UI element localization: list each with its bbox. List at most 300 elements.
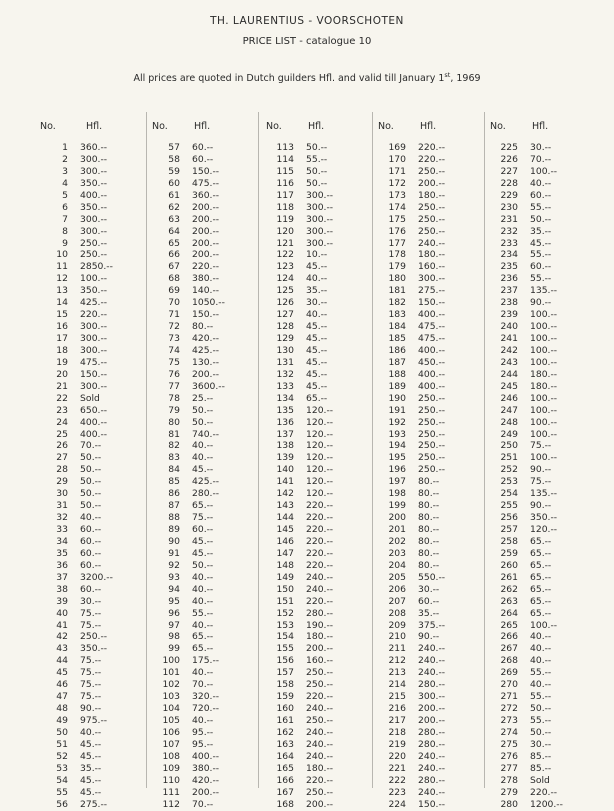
subtitle-label: PRICE LIST - (242, 36, 307, 47)
item-number: 126 (276, 297, 294, 309)
item-price: 160.-- (306, 655, 334, 667)
item-price: 220.-- (306, 559, 334, 571)
item-number: 113 (276, 142, 294, 153)
item-price: 100.-- (530, 309, 558, 321)
item-number: 66 (168, 249, 180, 261)
item-number: 87 (168, 500, 180, 512)
price-row (490, 345, 600, 357)
price-row (40, 309, 150, 321)
item-price: 95.-- (192, 738, 214, 750)
item-number: 48 (56, 703, 68, 715)
price-row (490, 775, 600, 787)
item-price: 180.-- (530, 380, 558, 392)
item-price: 135.-- (530, 285, 558, 297)
header-no: No. (152, 121, 168, 132)
item-price: 120.-- (306, 488, 334, 500)
price-row (152, 703, 262, 715)
price-row (490, 202, 600, 214)
item-number: 253 (500, 476, 518, 488)
price-row (378, 775, 488, 787)
item-price: 300.-- (80, 165, 108, 177)
item-price: 1200.-- (530, 798, 563, 810)
item-price: 75.-- (80, 619, 102, 631)
price-row (40, 584, 150, 596)
item-number: 67 (168, 261, 180, 273)
item-price: 75.-- (80, 691, 102, 703)
item-price: 280.-- (418, 679, 446, 691)
item-price: 40.-- (306, 309, 328, 321)
price-row (40, 691, 150, 703)
price-row (266, 333, 376, 345)
item-price: 220.-- (306, 535, 334, 547)
item-number: 95 (168, 595, 180, 607)
price-row (378, 226, 488, 238)
item-number: 190 (388, 392, 406, 404)
price-row (152, 488, 262, 500)
item-number: 141 (276, 476, 294, 488)
price-row (266, 667, 376, 679)
item-number: 270 (500, 679, 518, 691)
item-number: 159 (276, 691, 294, 703)
price-row (490, 536, 600, 548)
item-price: 10.-- (306, 249, 328, 261)
item-number: 214 (388, 679, 406, 691)
item-price: 50.-- (192, 559, 214, 571)
price-row (490, 703, 600, 715)
item-price: 65.-- (530, 571, 552, 583)
item-number: 148 (276, 559, 294, 571)
item-number: 43 (56, 643, 68, 655)
price-row (378, 214, 488, 226)
item-number: 250 (500, 440, 518, 452)
price-row (378, 620, 488, 632)
item-number: 232 (500, 225, 518, 237)
price-row (378, 417, 488, 429)
item-price: 100.-- (530, 428, 558, 440)
item-price: 55.-- (530, 691, 552, 703)
item-price: 55.-- (530, 667, 552, 679)
item-number: 160 (276, 703, 294, 715)
item-price: 45.-- (306, 321, 328, 333)
item-number: 34 (56, 535, 68, 547)
item-number: 89 (168, 524, 180, 535)
price-row (152, 261, 262, 273)
item-price: 30.-- (80, 595, 102, 607)
item-number: 155 (276, 643, 294, 655)
item-price: 240.-- (418, 237, 446, 249)
item-price: 240.-- (306, 738, 334, 750)
item-price: 280.-- (306, 607, 334, 619)
item-number: 53 (56, 762, 68, 774)
price-row (40, 715, 150, 727)
item-number: 264 (500, 607, 518, 619)
item-number: 14 (56, 297, 68, 309)
item-price: 220.-- (418, 153, 446, 165)
item-price: 250.-- (418, 392, 446, 404)
item-number: 26 (56, 440, 68, 452)
price-row (266, 739, 376, 751)
item-price: 60.-- (192, 524, 214, 535)
item-price: 35.-- (306, 285, 328, 297)
item-price: 50.-- (530, 213, 552, 225)
price-row (266, 238, 376, 250)
price-row (378, 536, 488, 548)
item-number: 175 (388, 213, 406, 225)
price-row (266, 226, 376, 238)
item-number: 262 (500, 583, 518, 595)
price-row (266, 452, 376, 464)
item-number: 267 (500, 643, 518, 655)
item-price: 250.-- (306, 667, 334, 679)
price-row (152, 476, 262, 488)
price-row (152, 787, 262, 799)
item-price: 80.-- (418, 512, 440, 524)
column-header (266, 118, 376, 142)
price-row (378, 799, 488, 811)
item-price: 240.-- (306, 583, 334, 595)
price-row (40, 440, 150, 452)
item-price: 300.-- (306, 189, 334, 201)
item-price: 45.-- (192, 535, 214, 547)
price-row (490, 429, 600, 441)
item-number: 274 (500, 726, 518, 738)
price-row (378, 691, 488, 703)
item-number: 23 (56, 404, 68, 416)
item-number: 230 (500, 201, 518, 213)
item-number: 166 (276, 774, 294, 786)
price-row (490, 584, 600, 596)
item-number: 202 (388, 535, 406, 547)
price-row (152, 631, 262, 643)
price-row (490, 273, 600, 285)
price-row (152, 655, 262, 667)
item-price: 65.-- (192, 643, 214, 655)
price-row (490, 417, 600, 429)
item-price: 740.-- (192, 428, 220, 440)
item-price: 250.-- (418, 225, 446, 237)
price-row (152, 572, 262, 584)
item-number: 263 (500, 595, 518, 607)
price-row (40, 285, 150, 297)
price-row (152, 321, 262, 333)
item-number: 249 (500, 428, 518, 440)
item-number: 51 (56, 738, 68, 750)
price-row (266, 285, 376, 297)
item-price: 70.-- (192, 798, 214, 810)
item-number: 98 (168, 631, 180, 643)
item-price: 120.-- (530, 524, 558, 535)
item-price: 250.-- (306, 679, 334, 691)
price-row (40, 214, 150, 226)
item-price: 475.-- (80, 356, 108, 368)
price-row (490, 667, 600, 679)
item-number: 84 (168, 464, 180, 476)
item-number: 49 (56, 715, 68, 726)
item-price: 150.-- (418, 798, 446, 810)
item-price: 100.-- (530, 356, 558, 368)
item-price: 200.-- (192, 213, 220, 225)
item-price: 220.-- (530, 786, 558, 798)
item-number: 222 (388, 774, 406, 786)
price-row (490, 464, 600, 476)
item-number: 154 (276, 631, 294, 643)
item-number: 24 (56, 416, 68, 428)
item-number: 236 (500, 273, 518, 285)
item-number: 58 (168, 153, 180, 165)
item-price: 350.-- (80, 285, 108, 297)
price-row (378, 500, 488, 512)
item-price: 300.-- (306, 225, 334, 237)
item-number: 260 (500, 559, 518, 571)
price-row (40, 524, 150, 536)
price-row (152, 584, 262, 596)
item-price: 300.-- (418, 273, 446, 285)
item-number: 45 (56, 667, 68, 679)
item-number: 271 (500, 691, 518, 703)
header-no: No. (40, 121, 56, 132)
item-number: 133 (276, 380, 294, 392)
item-number: 256 (500, 512, 518, 524)
item-number: 74 (168, 344, 180, 356)
price-row (266, 357, 376, 369)
price-row (266, 249, 376, 261)
column-header (152, 118, 262, 142)
item-number: 121 (276, 237, 294, 249)
item-number: 69 (168, 285, 180, 297)
price-row (490, 393, 600, 405)
price-row (152, 727, 262, 739)
price-row (152, 620, 262, 632)
item-price: 425.-- (80, 297, 108, 309)
price-row (152, 297, 262, 309)
item-price: 55.-- (530, 715, 552, 726)
price-row (378, 142, 488, 154)
item-number: 224 (388, 798, 406, 810)
item-number: 265 (500, 619, 518, 631)
item-price: 55.-- (530, 201, 552, 213)
item-price: 50.-- (80, 452, 102, 464)
item-number: 227 (500, 165, 518, 177)
price-row (378, 261, 488, 273)
item-price: 50.-- (80, 500, 102, 512)
price-row (152, 715, 262, 727)
item-number: 7 (62, 213, 68, 225)
item-number: 59 (168, 165, 180, 177)
price-column (266, 118, 376, 811)
price-row (152, 739, 262, 751)
item-price: 45.-- (306, 368, 328, 380)
item-number: 181 (388, 285, 406, 297)
item-price: 350.-- (80, 177, 108, 189)
item-price: 200.-- (192, 249, 220, 261)
item-number: 179 (388, 261, 406, 273)
note-text: All prices are quoted in Dutch guilders Hfl. and valid till January 1 (133, 73, 445, 84)
price-list-subtitle (0, 36, 614, 47)
price-row (378, 345, 488, 357)
item-number: 90 (168, 535, 180, 547)
item-price: 100.-- (530, 452, 558, 464)
price-row (490, 142, 600, 154)
item-number: 146 (276, 535, 294, 547)
item-price: 425.-- (192, 344, 220, 356)
item-number: 128 (276, 321, 294, 333)
item-price: 3200.-- (80, 571, 113, 583)
item-price: 200.-- (192, 368, 220, 380)
note-superscript: st (444, 70, 451, 79)
item-price: 380.-- (192, 273, 220, 285)
item-number: 261 (500, 571, 518, 583)
price-row (378, 763, 488, 775)
price-row (490, 226, 600, 238)
price-row (490, 488, 600, 500)
price-row (490, 560, 600, 572)
item-price: 250.-- (418, 404, 446, 416)
item-price: 40.-- (530, 631, 552, 643)
price-row (266, 608, 376, 620)
item-price: 35.-- (530, 225, 552, 237)
item-price: 40.-- (192, 667, 214, 679)
item-number: 46 (56, 679, 68, 691)
item-price: 120.-- (306, 404, 334, 416)
item-number: 96 (168, 607, 180, 619)
price-row (378, 357, 488, 369)
price-row (152, 512, 262, 524)
item-price: 75.-- (80, 667, 102, 679)
item-price: 300.-- (306, 201, 334, 213)
item-number: 103 (162, 691, 180, 703)
item-price: 40.-- (530, 177, 552, 189)
item-price: 120.-- (306, 416, 334, 428)
item-number: 185 (388, 333, 406, 344)
item-number: 243 (500, 356, 518, 368)
price-column (152, 118, 262, 811)
price-column (40, 118, 150, 811)
item-price: 50.-- (306, 142, 328, 153)
item-number: 110 (162, 774, 180, 786)
item-price: 420.-- (192, 333, 220, 344)
item-price: 150.-- (192, 165, 220, 177)
item-number: 83 (168, 452, 180, 464)
price-row (152, 333, 262, 345)
price-row (40, 476, 150, 488)
item-price: 65.-- (530, 583, 552, 595)
item-number: 258 (500, 535, 518, 547)
item-number: 56 (56, 798, 68, 810)
price-row (40, 238, 150, 250)
item-price: 65.-- (192, 631, 214, 643)
price-row (490, 238, 600, 250)
price-row (40, 178, 150, 190)
header-hfl: Hfl. (532, 121, 549, 132)
item-number: 18 (56, 344, 68, 356)
item-number: 212 (388, 655, 406, 667)
item-number: 200 (388, 512, 406, 524)
price-row (40, 273, 150, 285)
item-number: 278 (500, 774, 518, 786)
item-number: 39 (56, 595, 68, 607)
price-row (490, 214, 600, 226)
item-number: 85 (168, 476, 180, 488)
price-row (152, 763, 262, 775)
item-number: 234 (500, 249, 518, 261)
header-hfl: Hfl. (86, 121, 103, 132)
item-number: 61 (168, 189, 180, 201)
item-price: 40.-- (192, 452, 214, 464)
item-number: 197 (388, 476, 406, 488)
price-row (378, 643, 488, 655)
price-row (40, 608, 150, 620)
price-row (152, 417, 262, 429)
item-price: 280.-- (418, 726, 446, 738)
item-price: 55.-- (530, 273, 552, 285)
price-row (378, 154, 488, 166)
item-price: 40.-- (530, 679, 552, 691)
price-row (378, 560, 488, 572)
item-price: 60.-- (418, 595, 440, 607)
item-number: 80 (168, 416, 180, 428)
price-row (490, 476, 600, 488)
item-price: 240.-- (306, 703, 334, 715)
price-row (152, 775, 262, 787)
item-number: 275 (500, 738, 518, 750)
item-number: 183 (388, 309, 406, 321)
price-row (40, 560, 150, 572)
price-row (40, 655, 150, 667)
item-number: 206 (388, 583, 406, 595)
item-price: 220.-- (306, 512, 334, 524)
price-row (40, 369, 150, 381)
item-price: 90.-- (80, 703, 102, 715)
price-row (266, 476, 376, 488)
item-price: 65.-- (530, 559, 552, 571)
price-row (378, 584, 488, 596)
price-row (490, 655, 600, 667)
item-price: 50.-- (306, 177, 328, 189)
price-row (378, 631, 488, 643)
price-row (490, 452, 600, 464)
item-number: 117 (276, 189, 294, 201)
item-number: 36 (56, 559, 68, 571)
header-no: No. (490, 121, 506, 132)
item-price: 45.-- (306, 380, 328, 392)
item-number: 5 (62, 189, 68, 201)
item-price: 300.-- (80, 321, 108, 333)
item-number: 92 (168, 559, 180, 571)
item-price: Sold (530, 774, 550, 786)
item-price: Sold (80, 392, 100, 404)
price-row (266, 381, 376, 393)
item-price: 55.-- (306, 153, 328, 165)
price-row (490, 631, 600, 643)
price-row (490, 572, 600, 584)
price-row (152, 357, 262, 369)
item-price: 80.-- (192, 321, 214, 333)
item-number: 118 (276, 201, 294, 213)
item-price: 45.-- (80, 738, 102, 750)
item-price: 70.-- (530, 153, 552, 165)
item-price: 50.-- (80, 488, 102, 500)
price-row (40, 154, 150, 166)
item-price: 75.-- (530, 476, 552, 488)
item-number: 102 (162, 679, 180, 691)
price-row (152, 596, 262, 608)
item-number: 109 (162, 762, 180, 774)
price-row (40, 727, 150, 739)
item-price: 60.-- (80, 547, 102, 559)
item-price: 220.-- (306, 547, 334, 559)
price-row (40, 775, 150, 787)
price-row (40, 166, 150, 178)
